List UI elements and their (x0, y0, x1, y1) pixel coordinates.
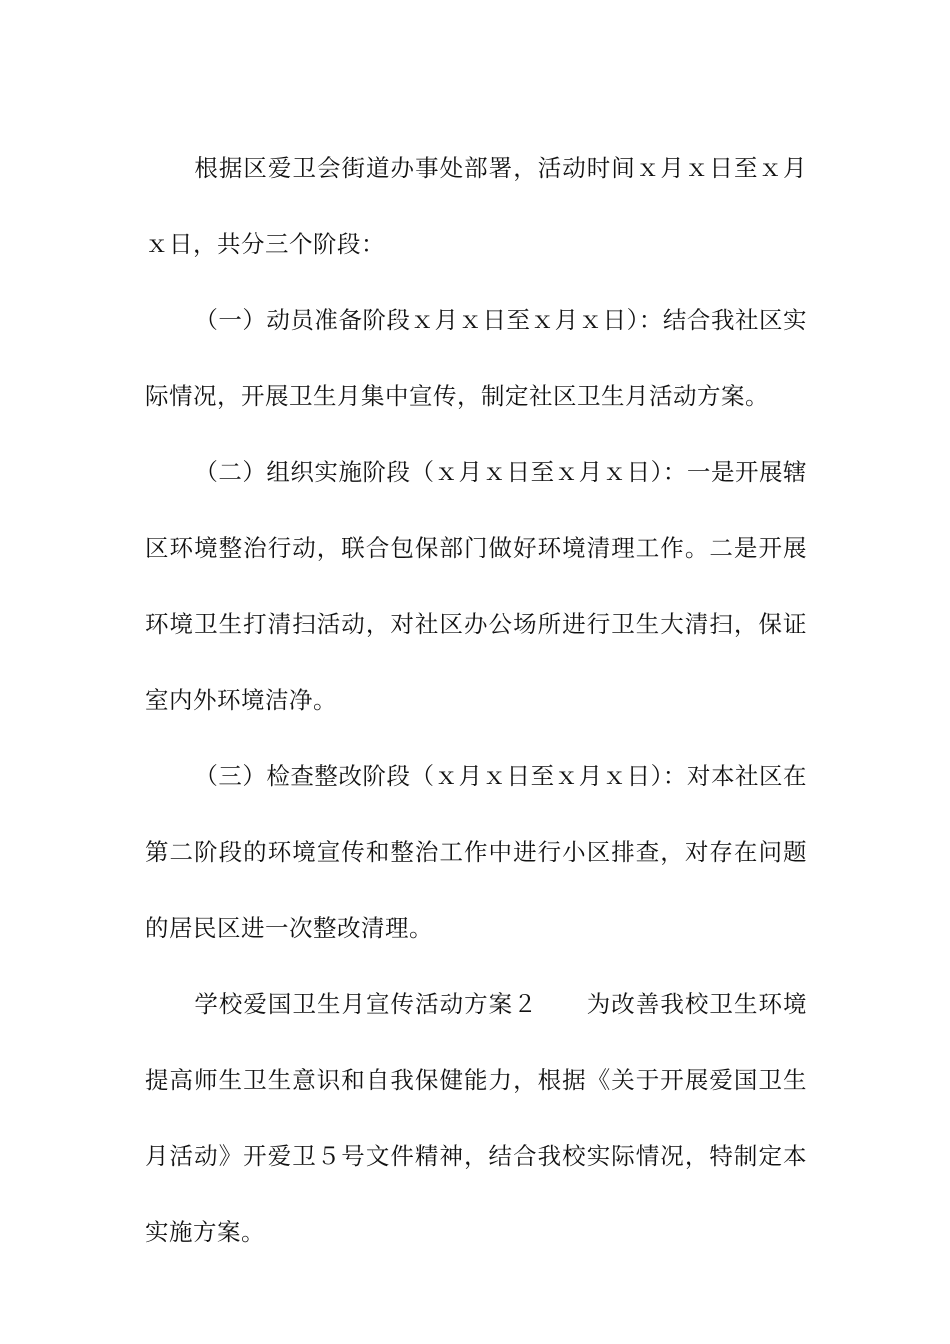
document-body (145, 130, 807, 1270)
paragraph-deployment-intro: 根据区爱卫会街道办事处部署，活动时间ｘ月ｘ日至ｘ月ｘ日，共分三个阶段： (145, 154, 807, 258)
paragraph-stage-two: （二）组织实施阶段（ｘ月ｘ日至ｘ月ｘ日）：一是开展辖区环境整治行动，联合包保部门做好环境清理工作。二是开展环境卫生打清扫活动，对社区办公场所进行卫生大清扫，保证室内外环境洁净。 (145, 458, 807, 714)
paragraph-stage-three: （三）检查整改阶段（ｘ月ｘ日至ｘ月ｘ日）：对本社区在第二阶段的环境宣传和整治工作中进行小区排查，对存在问题的居民区进一次整改清理。 (145, 762, 807, 942)
paragraph-school-plan: 学校爱国卫生月宣传活动方案２ 为改善我校卫生环境提高师生卫生意识和自我保健能力，根据《关于开展爱国卫生月活动》开爱卫５号文件精神，结合我校实际情况，特制定本实施方案。 (145, 990, 807, 1246)
paragraph-stage-one: （一）动员准备阶段ｘ月ｘ日至ｘ月ｘ日）：结合我社区实际情况，开展卫生月集中宣传，制定社区卫生月活动方案。 (145, 306, 807, 410)
